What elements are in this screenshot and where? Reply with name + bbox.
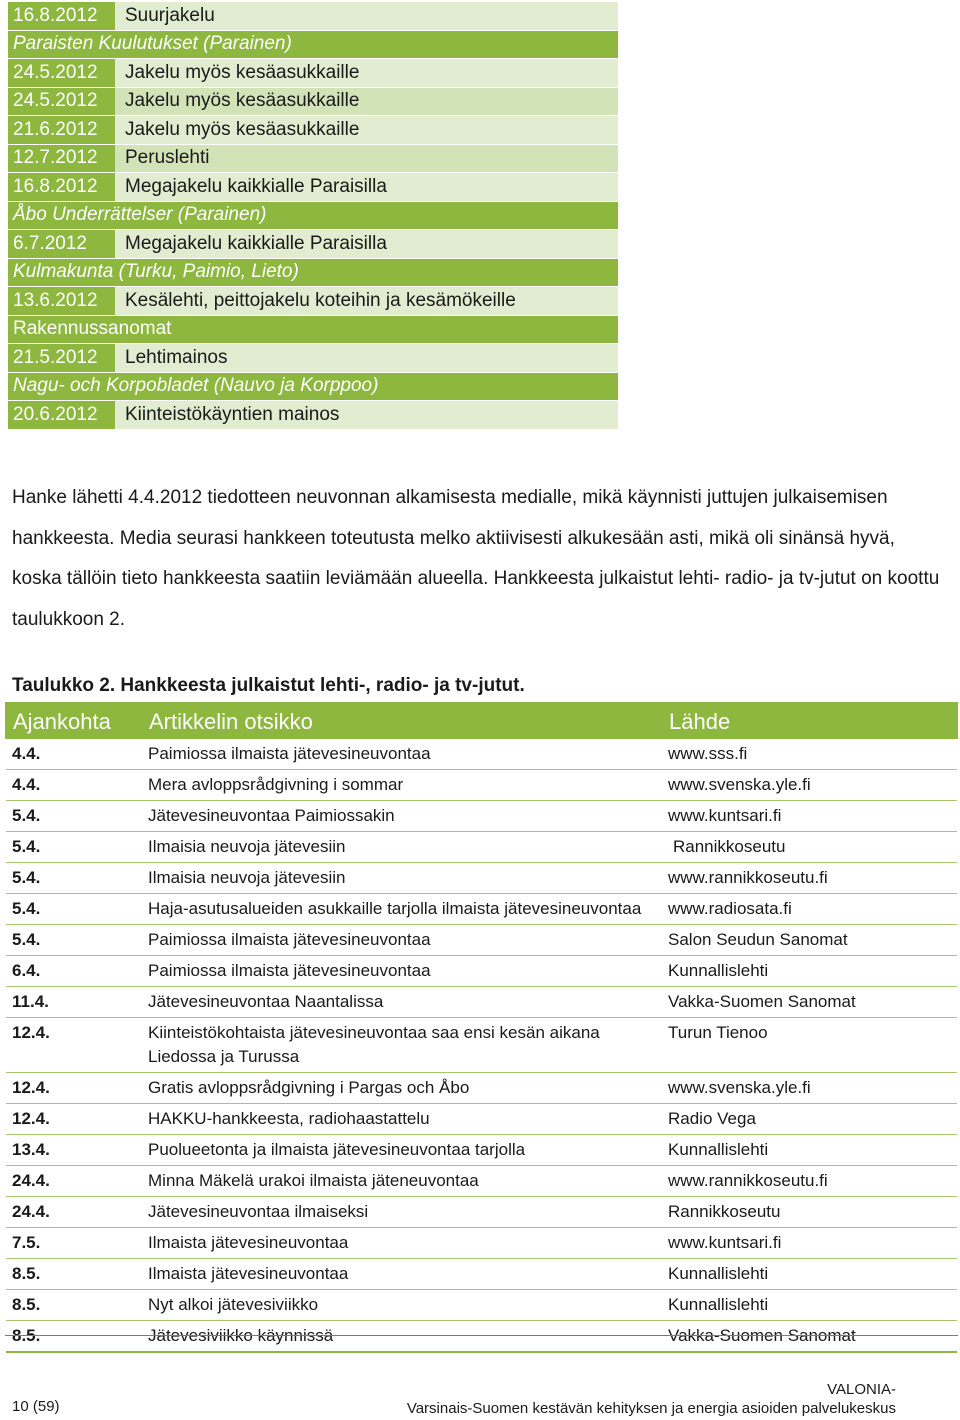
article-title: Ilmaista jätevesineuvontaa xyxy=(142,1259,662,1290)
distribution-row xyxy=(8,59,618,88)
article-source: Vakka-Suomen Sanomat xyxy=(662,987,957,1018)
article-source: www.radiosata.fi xyxy=(662,894,957,925)
distribution-row xyxy=(8,401,618,430)
distribution-description: Lehtimainos xyxy=(125,346,228,368)
distribution-date: 24.5.2012 xyxy=(8,88,115,116)
article-date: 8.5. xyxy=(6,1259,142,1290)
distribution-description: Jakelu myös kesäasukkaille xyxy=(125,90,360,112)
article-source: Turun Tienoo xyxy=(662,1018,957,1073)
table-row xyxy=(6,1135,957,1166)
distribution-date: 21.5.2012 xyxy=(8,344,115,372)
footer-organization xyxy=(407,1380,896,1418)
table-row xyxy=(6,770,957,801)
article-title: Jätevesineuvontaa Paimiossakin xyxy=(142,801,662,832)
table-row xyxy=(6,1018,957,1073)
article-source: www.rannikkoseutu.fi xyxy=(662,863,957,894)
distribution-description: Jakelu myös kesäasukkaille xyxy=(125,118,360,140)
table-row xyxy=(6,1228,957,1259)
table-row xyxy=(6,832,957,863)
distribution-date: 21.6.2012 xyxy=(8,116,115,144)
table-row xyxy=(6,987,957,1018)
table-row xyxy=(6,1290,957,1321)
header-source: Lähde xyxy=(662,703,957,738)
table-row xyxy=(6,894,957,925)
article-title: HAKKU-hankkeesta, radiohaastattelu xyxy=(142,1104,662,1135)
distribution-description: Jakelu myös kesäasukkaille xyxy=(125,61,360,83)
table-row xyxy=(6,1259,957,1290)
section-heading: Nagu- och Korpobladet (Nauvo ja Korppoo) xyxy=(8,373,618,402)
distribution-row xyxy=(8,88,618,117)
table-header-row xyxy=(6,703,957,738)
article-date: 4.4. xyxy=(6,738,142,770)
footer-divider xyxy=(5,1335,958,1336)
article-date: 5.4. xyxy=(6,894,142,925)
distribution-date: 12.7.2012 xyxy=(8,145,115,173)
article-source: Kunnallislehti xyxy=(662,1290,957,1321)
footer-org-line1: VALONIA- xyxy=(827,1381,896,1398)
distribution-row xyxy=(8,145,618,174)
media-distribution-table xyxy=(8,2,618,430)
article-date: 11.4. xyxy=(6,987,142,1018)
article-source: Kunnallislehti xyxy=(662,1259,957,1290)
article-title: Paimiossa ilmaista jätevesineuvontaa xyxy=(142,738,662,770)
section-heading: Paraisten Kuulutukset (Parainen) xyxy=(8,31,618,60)
article-date: 6.4. xyxy=(6,956,142,987)
article-source: www.kuntsari.fi xyxy=(662,1228,957,1259)
article-source: Radio Vega xyxy=(662,1104,957,1135)
distribution-row xyxy=(8,230,618,259)
article-source: www.svenska.yle.fi xyxy=(662,770,957,801)
news-articles-table xyxy=(5,702,958,1353)
page-number: 10 (59) xyxy=(12,1398,60,1415)
article-date: 12.4. xyxy=(6,1073,142,1104)
article-title: Haja-asutusalueiden asukkaille tarjolla ilmaista jätevesineuvontaa xyxy=(142,894,662,925)
article-date: 4.4. xyxy=(6,770,142,801)
distribution-description: Suurjakelu xyxy=(125,4,215,26)
article-title: Gratis avloppsrådgivning i Pargas och Åbo xyxy=(142,1073,662,1104)
article-source: www.sss.fi xyxy=(662,738,957,770)
distribution-description: Megajakelu kaikkialle Paraisilla xyxy=(125,175,387,197)
distribution-date: 13.6.2012 xyxy=(8,287,115,315)
distribution-description: Kesälehti, peittojakelu koteihin ja kesämökeille xyxy=(125,289,516,311)
article-title: Paimiossa ilmaista jätevesineuvontaa xyxy=(142,956,662,987)
article-date: 5.4. xyxy=(6,832,142,863)
table-row xyxy=(6,863,957,894)
section-heading: Rakennussanomat xyxy=(8,316,618,345)
distribution-date: 24.5.2012 xyxy=(8,59,115,87)
distribution-date: 6.7.2012 xyxy=(8,230,115,258)
distribution-row xyxy=(8,344,618,373)
table-row xyxy=(6,1166,957,1197)
article-source: www.kuntsari.fi xyxy=(662,801,957,832)
footer-org-line2: Varsinais-Suomen kestävän kehityksen ja energia asioiden palvelukeskus xyxy=(406,1400,896,1417)
article-title: Jätevesiviikko käynnissä xyxy=(142,1321,662,1353)
article-source: Kunnallislehti xyxy=(662,1135,957,1166)
article-date: 5.4. xyxy=(6,801,142,832)
article-title: Paimiossa ilmaista jätevesineuvontaa xyxy=(142,925,662,956)
table-row xyxy=(6,801,957,832)
table-row xyxy=(6,738,957,770)
distribution-row xyxy=(8,116,618,145)
article-title: Minna Mäkelä urakoi ilmaista jäteneuvontaa xyxy=(142,1166,662,1197)
article-date: 24.4. xyxy=(6,1166,142,1197)
article-source: Rannikkoseutu xyxy=(662,832,957,863)
article-title: Kiinteistökohtaista jätevesineuvontaa saa ensi kesän aikana Liedossa ja Turussa xyxy=(142,1018,662,1073)
article-title: Puolueetonta ja ilmaista jätevesineuvontaa tarjolla xyxy=(142,1135,662,1166)
header-title: Artikkelin otsikko xyxy=(142,703,662,738)
distribution-description: Kiinteistökäyntien mainos xyxy=(125,403,340,425)
header-date: Ajankohta xyxy=(6,703,142,738)
article-title: Ilmaisia neuvoja jätevesiin xyxy=(142,863,662,894)
table-row xyxy=(6,1073,957,1104)
article-date: 8.5. xyxy=(6,1321,142,1353)
section-heading: Kulmakunta (Turku, Paimio, Lieto) xyxy=(8,259,618,288)
article-title: Ilmaisia neuvoja jätevesiin xyxy=(142,832,662,863)
distribution-date: 20.6.2012 xyxy=(8,401,115,429)
table-row xyxy=(6,925,957,956)
article-title: Mera avloppsrådgivning i sommar xyxy=(142,770,662,801)
article-source: Kunnallislehti xyxy=(662,956,957,987)
article-source: Rannikkoseutu xyxy=(662,1197,957,1228)
distribution-row xyxy=(8,2,618,31)
article-date: 5.4. xyxy=(6,925,142,956)
article-date: 7.5. xyxy=(6,1228,142,1259)
article-date: 12.4. xyxy=(6,1104,142,1135)
distribution-row xyxy=(8,287,618,316)
distribution-description: Peruslehti xyxy=(125,147,210,169)
table-row xyxy=(6,956,957,987)
distribution-date: 16.8.2012 xyxy=(8,173,115,201)
article-source: www.svenska.yle.fi xyxy=(662,1073,957,1104)
table-row xyxy=(6,1321,957,1353)
table-row xyxy=(6,1197,957,1228)
article-source: www.rannikkoseutu.fi xyxy=(662,1166,957,1197)
article-date: 12.4. xyxy=(6,1018,142,1073)
article-title: Jätevesineuvontaa ilmaiseksi xyxy=(142,1197,662,1228)
article-source: Vakka-Suomen Sanomat xyxy=(662,1321,957,1353)
article-date: 13.4. xyxy=(6,1135,142,1166)
distribution-row xyxy=(8,173,618,202)
article-title: Jätevesineuvontaa Naantalissa xyxy=(142,987,662,1018)
article-source: Salon Seudun Sanomat xyxy=(662,925,957,956)
distribution-description: Megajakelu kaikkialle Paraisilla xyxy=(125,232,387,254)
table-caption: Taulukko 2. Hankkeesta julkaistut lehti-, radio- ja tv-jutut. xyxy=(12,675,525,696)
distribution-date: 16.8.2012 xyxy=(8,2,115,30)
article-title: Ilmaista jätevesineuvontaa xyxy=(142,1228,662,1259)
section-heading: Åbo Underrättelser (Parainen) xyxy=(8,202,618,231)
article-date: 5.4. xyxy=(6,863,142,894)
article-title: Nyt alkoi jätevesiviikko xyxy=(142,1290,662,1321)
table-row xyxy=(6,1104,957,1135)
article-date: 8.5. xyxy=(6,1290,142,1321)
body-paragraph: Hanke lähetti 4.4.2012 tiedotteen neuvonnan alkamisesta medialle, mikä käynnisti juttujen julkaisemisen hankkeesta. Media seurasi hankkeen toteutusta melko aktiivisesti alkukesään asti, mikä oli sinänsä hyvä, koska tällöin tieto hankkeesta saatiin leviämään alueella. Hankkeesta julkaistut lehti- radio- ja tv-jutut on koottu taulukkoon 2. xyxy=(12,487,940,630)
article-date: 24.4. xyxy=(6,1197,142,1228)
